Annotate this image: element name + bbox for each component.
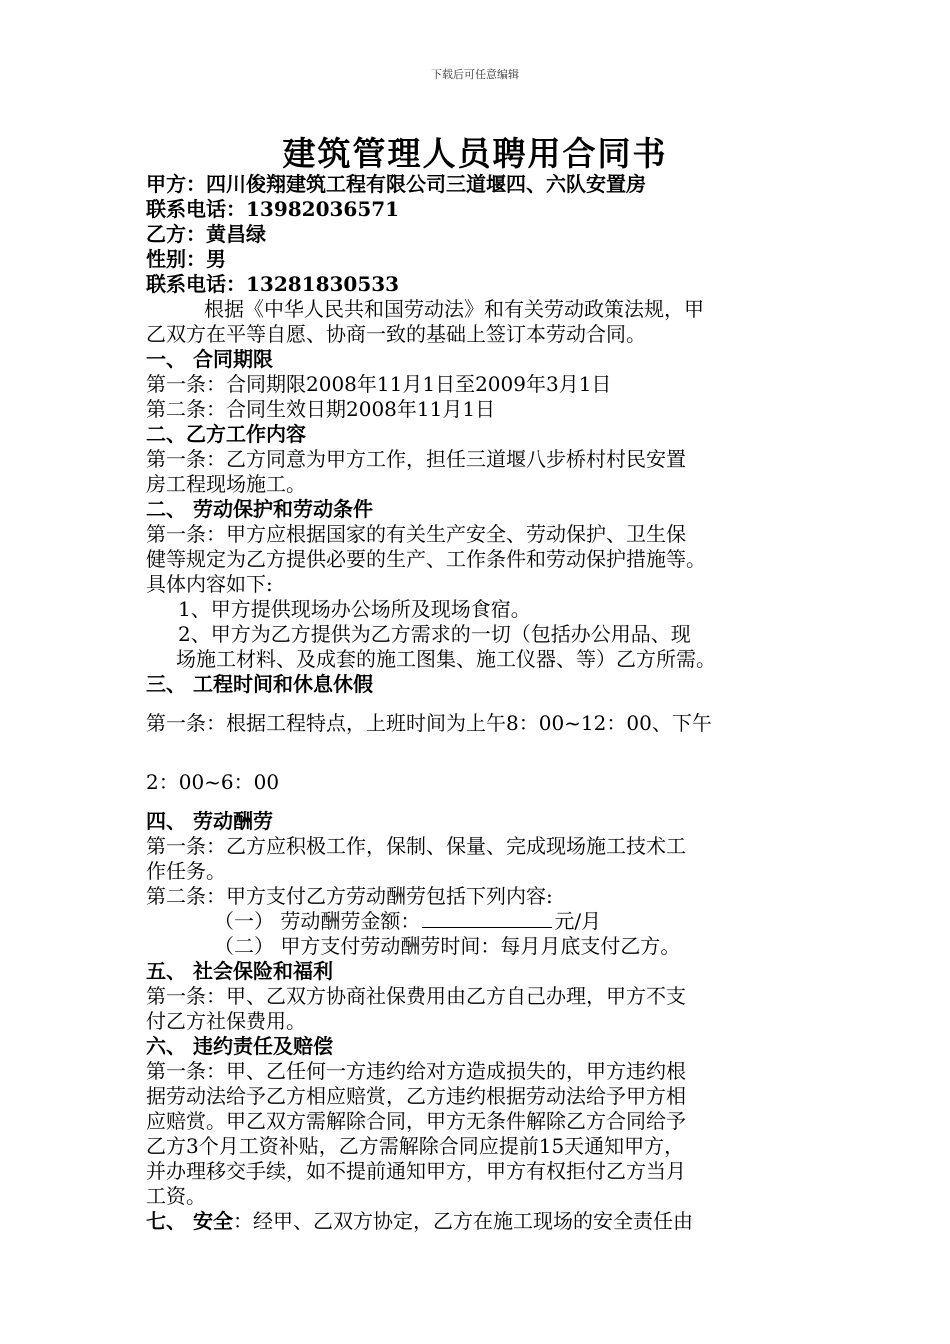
section-3-heading: 二、 劳动保护和劳动条件: [146, 497, 373, 521]
section-3-item-1: 1、甲方提供现场办公场所及现场食宿。: [178, 597, 531, 621]
salary-blank-line: [422, 909, 552, 928]
section-5-item-1-label: （一） 劳动酬劳金额：: [214, 909, 421, 933]
intro-line-1: 根据《中华人民共和国劳动法》和有关劳动政策法规，甲: [204, 297, 704, 321]
section-8-line: [146, 1209, 814, 1234]
section-7-article-1-line-2: 据劳动法给予乙方相应赔赏，乙方违约根据劳动法给予甲方相: [146, 1084, 686, 1108]
document-body: [146, 172, 814, 1234]
section-5-heading: 四、 劳动酬劳: [146, 809, 273, 833]
section-5-article-1-line-2: 作任务。: [146, 859, 226, 883]
section-7-article-1-line-4: 乙方3个月工资补贴，乙方需解除合同应提前15天通知甲方，: [146, 1134, 685, 1158]
section-5-item-2: （二） 甲方支付劳动酬劳时间：每月月底支付乙方。: [214, 934, 681, 958]
section-7-article-1-line-3: 应赔赏。甲乙双方需解除合同，甲方无条件解除乙方合同给予: [146, 1109, 686, 1133]
section-2-article-1-line-1: 第一条：乙方同意为甲方工作，担任三道堰八步桥村村民安置: [146, 447, 686, 471]
party-b: 乙方：黄昌绿: [146, 222, 266, 246]
section-7-heading: 六、 违约责任及赔偿: [146, 1034, 333, 1058]
party-a: 甲方：四川俊翔建筑工程有限公司三道堰四、六队安置房: [146, 172, 646, 196]
section-6-article-1-line-1: 第一条：甲、乙双方协商社保费用由乙方自己办理，甲方不支: [146, 984, 686, 1008]
section-2-heading: 二、乙方工作内容: [146, 422, 306, 446]
section-5-article-2: 第二条：甲方支付乙方劳动酬劳包括下列内容:: [146, 884, 553, 908]
section-6-article-1-line-2: 付乙方社保费用。: [146, 1009, 306, 1033]
section-7-article-1-line-5: 并办理移交手续，如不提前通知甲方，甲方有权拒付乙方当月: [146, 1159, 686, 1183]
section-3-item-2-line-1: 2、甲方为乙方提供为乙方需求的一切（包括办公用品、现: [178, 622, 691, 646]
section-5-article-1-line-1: 第一条：乙方应积极工作，保制、保量、完成现场施工技术工: [146, 834, 686, 858]
section-4-heading: 三、 工程时间和休息休假: [146, 672, 373, 696]
section-6-heading: 五、 社会保险和福利: [146, 959, 333, 983]
section-2-article-1-line-2: 房工程现场施工。: [146, 472, 306, 496]
section-5-item-1: [146, 909, 814, 934]
section-4-article-1-line-2: 2：00~6：00: [146, 770, 280, 794]
section-3-item-2-line-2: 场施工材料、及成套的施工图集、施工仪器、等）乙方所需。: [176, 647, 716, 671]
section-1-article-1: 第一条：合同期限2008年11月1日至2009年3月1日: [146, 372, 612, 396]
gender: 性别：男: [146, 247, 226, 271]
section-1-heading: 一、 合同期限: [146, 347, 273, 371]
section-3-article-1-line-3: 具体内容如下:: [146, 572, 273, 596]
section-1-article-2: 第二条：合同生效日期2008年11月1日: [146, 397, 496, 421]
section-4-article-1-line-1: 第一条：根据工程特点，上班时间为上午8：00~12：00、下午: [146, 711, 712, 735]
party-b-phone: 联系电话：13281830533: [146, 272, 400, 296]
header-note: 下载后可任意编辑: [431, 68, 519, 81]
section-3-article-1-line-1: 第一条：甲方应根据国家的有关生产安全、劳动保护、卫生保: [146, 522, 686, 546]
document-title: 建筑管理人员聘用合同书: [282, 134, 668, 173]
party-a-phone: 联系电话：13982036571: [146, 197, 400, 221]
section-8-heading: 七、 安全: [146, 1209, 233, 1233]
section-8-text: ：经甲、乙双方协定，乙方在施工现场的安全责任由: [232, 1209, 693, 1233]
section-7-article-1-line-6: 工资。: [146, 1184, 206, 1208]
section-5-item-1-unit: 元/月: [554, 909, 602, 933]
section-7-article-1-line-1: 第一条：甲、乙任何一方违约给对方造成损失的，甲方违约根: [146, 1059, 686, 1083]
section-3-article-1-line-2: 健等规定为乙方提供必要的生产、工作条件和劳动保护措施等。: [146, 547, 706, 571]
intro-line-2: 乙双方在平等自愿、协商一致的基础上签订本劳动合同。: [146, 322, 646, 346]
